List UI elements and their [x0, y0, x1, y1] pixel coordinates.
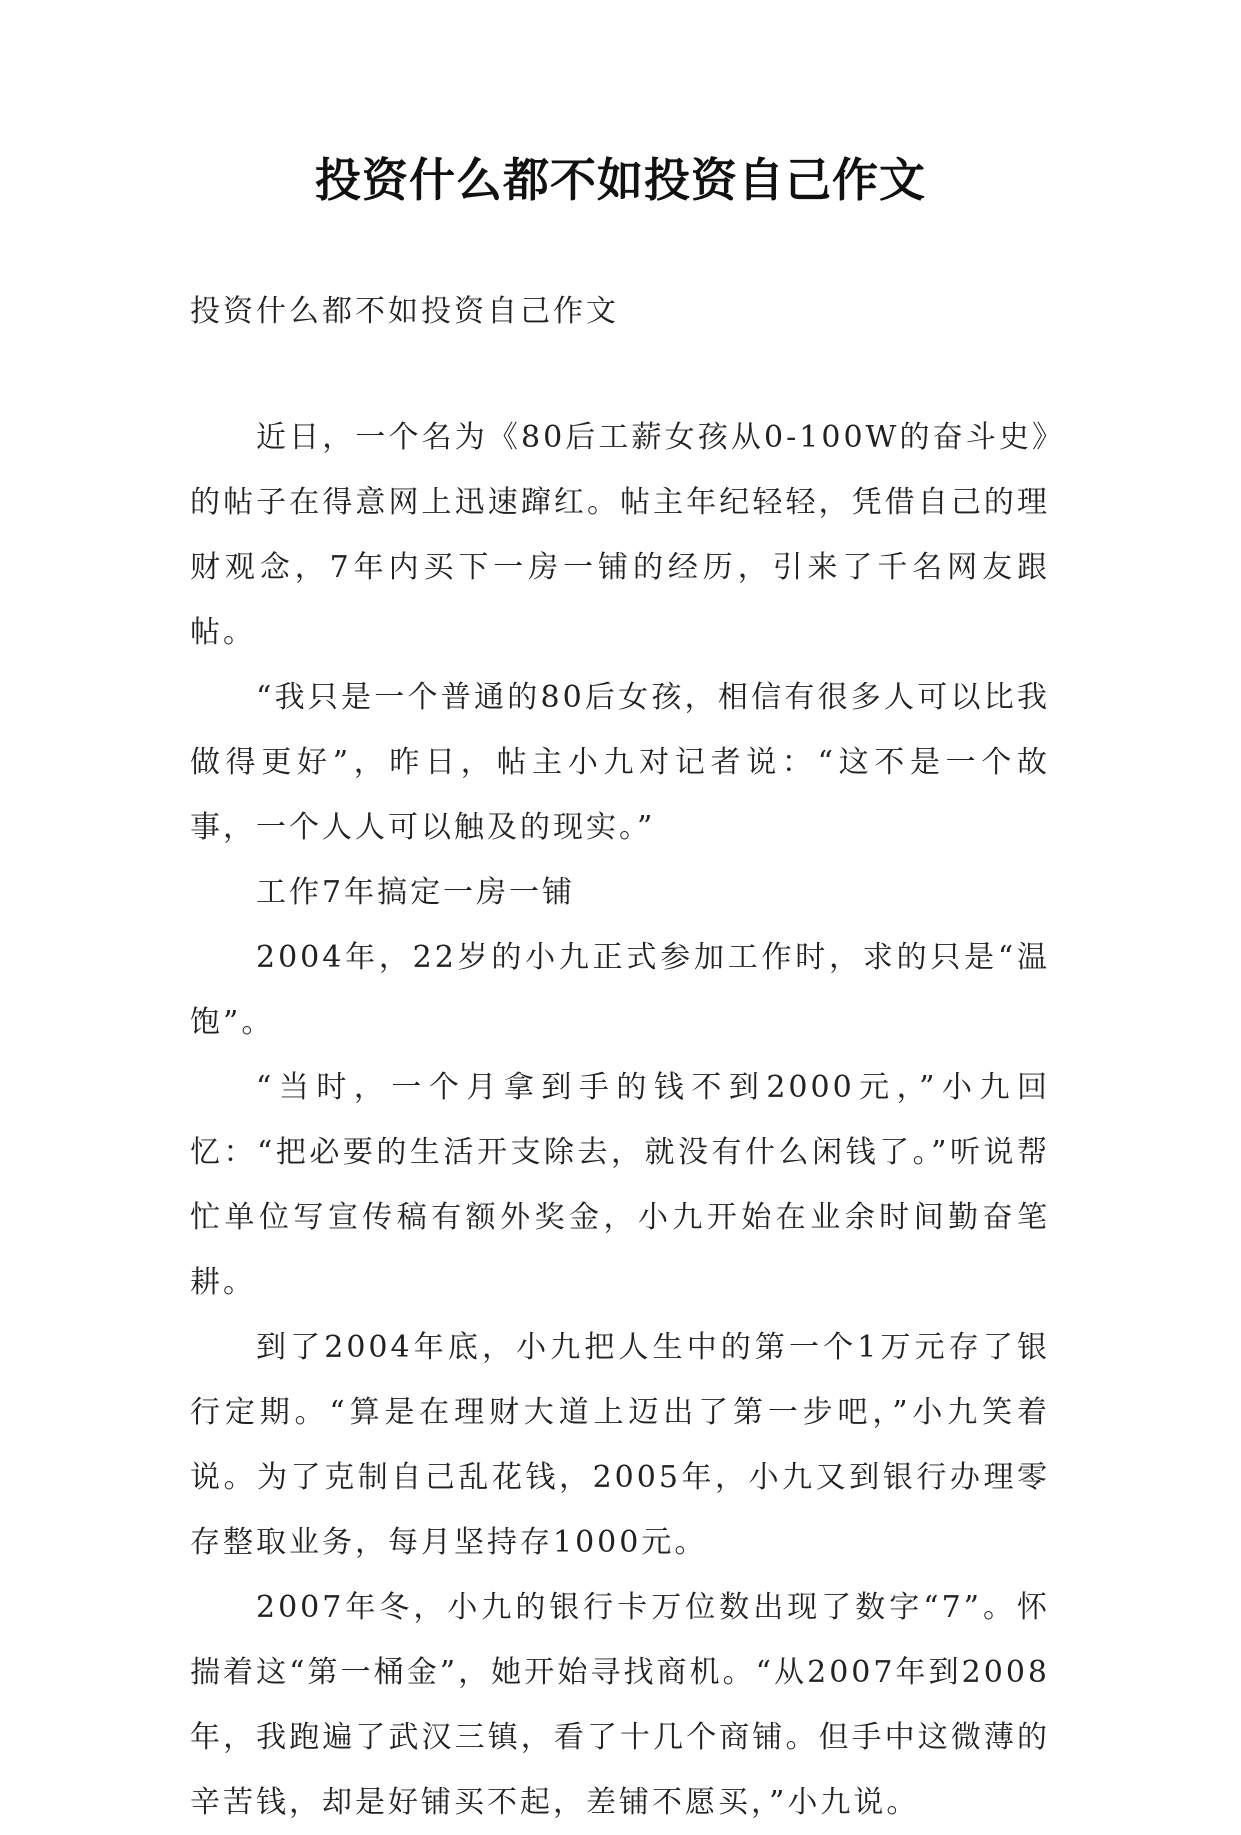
paragraph: “我只是一个普通的80后女孩，相信有很多人可以比我做得更好”，昨日，帖主小九对记者说：“这不是一个故事，一个人人可以触及的现实。”	[190, 680, 1050, 845]
paragraph: 到了2004年底，小九把人生中的第一个1万元存了银行定期。“算是在理财大道上迈出了第一步吧，”小九笑着说。为了克制自己乱花钱，2005年，小九又到银行办理零存整取业务，每月坚持存1000元。	[190, 1330, 1050, 1560]
paragraph: 近日，一个名为《80后工薪女孩从0-100W的奋斗史》的帖子在得意网上迅速蹿红。帖主年纪轻轻，凭借自己的理财观念，7年内买下一房一铺的经历，引来了千名网友跟帖。	[190, 420, 1050, 650]
section-heading: 工作7年搞定一房一铺	[256, 875, 576, 910]
paragraph: 2007年冬，小九的银行卡万位数出现了数字“7”。怀揣着这“第一桶金”，她开始寻找商机。“从2007年到2008年，我跑遍了武汉三镇，看了十几个商铺。但手中这微薄的辛苦钱，却是好铺买不起，差铺不愿买，”小九说。	[190, 1590, 1050, 1820]
document-title: 投资什么都不如投资自己作文	[315, 153, 926, 207]
document-body	[190, 405, 1050, 1835]
paragraph: “当时，一个月拿到手的钱不到2000元，”小九回忆：“把必要的生活开支除去，就没有什么闲钱了。”听说帮忙单位写宣传稿有额外奖金，小九开始在业余时间勤奋笔耕。	[190, 1070, 1050, 1300]
document-subtitle: 投资什么都不如投资自己作文	[190, 294, 619, 329]
paragraph: 2004年，22岁的小九正式参加工作时，求的只是“温饱”。	[190, 940, 1050, 1040]
